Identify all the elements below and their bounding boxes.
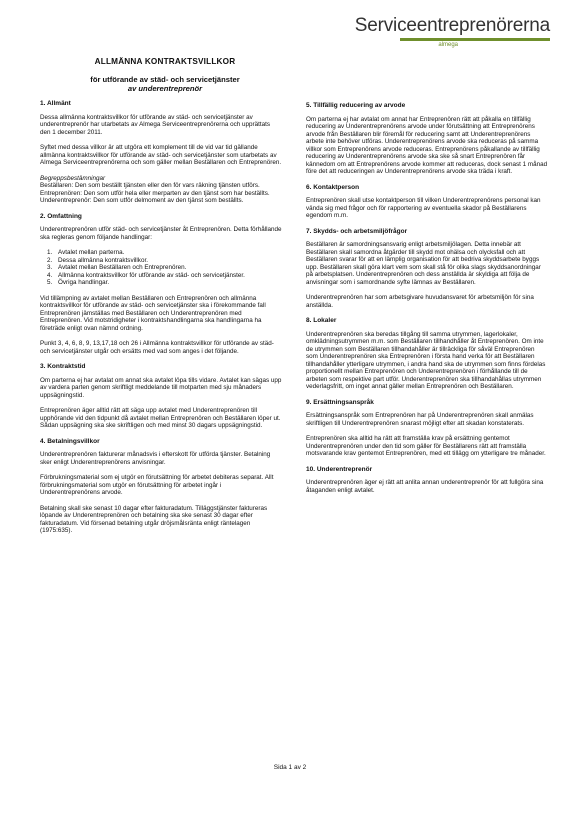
section-heading: 1. Allmänt [40,100,71,107]
document-subtitle: för utförande av städ- och servicetjänster [90,75,240,84]
company-logo [355,16,550,48]
document-list [40,249,282,287]
section-heading: 5. Tillfällig reducering av arvode [306,102,406,109]
section-omfattning [40,213,282,356]
section-arbetsmiljo [306,228,548,310]
section-ersattningsansprak [306,399,548,458]
document-titles [40,57,290,93]
paragraph: Punkt 3, 4, 6, 8, 9, 13,17,18 och 26 i Allmänna kontraktsvillkor för utförande av städ- och servicetjänster utgår och ersätts med vad som anges i det följande. [40,340,274,355]
section-reducering [306,102,548,176]
spacer [40,205,282,213]
list-item: 5. Övriga handlingar. [54,279,282,287]
section-heading: 2. Omfattning [40,212,82,220]
paragraph: Underentreprenören utför städ- och servicetjänster åt Entreprenören. Detta förhållande ska regleras genom följande handlingar: [40,226,282,241]
list-item: 4. Allmänna kontraktsvillkor för utförande av städ- och servicetjänster. [54,272,282,280]
list-item: 1. Avtalet mellan parterna. [54,249,282,257]
definition: Underentreprenör: Den som utför delmoment av den tjänst som beställts. [40,197,244,204]
logo-bar [400,38,550,41]
section-heading: 9. Ersättningsanspråk [306,398,374,406]
definitions-heading: Begreppsbestämningar [40,174,106,182]
paragraph: Ersättningsanspråk som Entreprenören har på Underentreprenören skall anmälas skriftligen till Underentreprenören snarast möjligt efter att skadan konstaterats. [306,412,534,427]
paragraph: Om parterna ej har avtalat om annat har Entreprenören rätt att påkalla en tillfällig reducering av Underentreprenörens arvode under förutsättning att Entreprenörens arvode från Beställaren blir föremål för reducering samt att Underentreprenörens arbete inte behöver utföras. Underentreprenörens arvode ska reduceras på samma villkor som Entreprenörens arvode reduceras. Entreprenörens påkallande av tillfällig reducering av Underentreprenörens arvode ska ske så snart Entreprenören får kännedom om att Entreprenörens arvode kommer att reduceras, dock senast 1 månad före det att reduceringen av Underentreprenörens arvode ska träda i kraft. [306,115,548,175]
section-heading: 8. Lokaler [306,317,337,324]
paragraph: Beställaren är samordningsansvarig enligt arbetsmiljölagen. Detta innebär att Beställaren skall samordna åtgärder till skydd mot ohälsa och olycksfall och att Beställaren svarar för att en lämplig organisation för att bedriva skyddsarbete byggs upp. Beställaren skall göra klart vem som skall stå för olika slags skyddsanordningar på arbetsplatsen. Underentreprenören och dess anställda är skyldiga att följa de anvisningar som i samordnande syfte lämnas av Beställaren. [306,241,541,286]
paragraph: Underentreprenören äger ej rätt att anlita annan underentreprenör för att fullgöra sina åtaganden enligt avtalet. [306,479,544,494]
logo-name: Serviceentreprenörerna [354,15,550,36]
definition: Entreprenören: Den som utför hela eller merparten av den tjänst som har beställts. [40,189,270,197]
section-heading: 10. Underentreprenör [306,465,373,473]
section-heading: 6. Kontaktperson [306,183,360,191]
section-betalningsvillkor [40,438,282,535]
section-heading: 4. Betalningsvillkor [40,437,100,445]
left-column [40,100,282,543]
logo-sub: almega [438,42,458,48]
paragraph: Underentreprenören har som arbetsgivare huvudansvaret för arbetsmiljön för sina anställda. [306,294,534,309]
paragraph: Syftet med dessa villkor är att utgöra ett komplement till de vid var tid gällande allmänna kontraktsvillkor för utförande av städ- och servicetjänster som utarbetats av Almega Serviceentreprenörerna och som gäller mellan Beställaren och Entreprenören. [40,144,282,166]
paragraph: Entreprenören ska alltid ha rätt att framställa krav på ersättning gentemot Underentreprenören under den tid som gäller för Beställarens rätt att framställa motsvarande krav gentemot Entreprenören, med ett tillägg om ytterligare tre månader. [306,435,546,457]
section-heading: 7. Skydds- och arbetsmiljöfrågor [306,227,408,235]
document-subtitle-2: av underentreprenör [127,84,203,93]
section-heading: 3. Kontraktstid [40,363,86,370]
page-number: Sida 1 av 2 [273,764,307,771]
section-kontraktstid [40,363,282,430]
paragraph: Entreprenören skall utse kontaktperson till vilken Underentreprenörens personal kan vända sig med frågor och för rapportering av eventuella skador på Beställarens egendom m.m. [306,197,541,219]
section-allmant [40,100,282,213]
section-underentreprenor [306,466,548,495]
paragraph: Betalning skall ske senast 10 dagar efter fakturadatum. Tilläggstjänster faktureras löpande av Underentreprenören och betalning ska ske senast 30 dagar efter fakturadatum. Vid försenad betalning utgår dröjsmålsränta enligt räntelagen (1975:635). [40,504,268,534]
paragraph: Om parterna ej har avtalat om annat ska avtalet löpa tills vidare. Avtalet kan sägas upp av vardera parten genom skriftligt meddelande till motparten med sju månaders uppsägningstid. [40,376,282,399]
paragraph: Entreprenören äger alltid rätt att säga upp avtalet med Underentreprenören till upphörande vid den tidpunkt då avtalet mellan Entreprenören och Beställaren löper ut. Sådan uppsägning ska ske skriftligen och med minst 30 dagars uppsägningstid. [40,407,281,429]
definition: Beställaren: Den som beställt tjänsten eller den för vars räkning tjänsten utförs. [40,182,260,189]
right-column [306,102,548,502]
paragraph: Förbrukningsmaterial som ej utgör en förutsättning för arbetet debiteras separat. Allt förbrukningsmaterial som utgör en förutsättning för arbetet ingår i Underentreprenörens arvode. [40,474,274,496]
paragraph: Vid tillämpning av avtalet mellan Beställaren och Entreprenören och allmänna kontraktsvillkor för utförande av städ- och servicetjänster ska i förekommande fall Entreprenören jämställas med Beställaren och Underentreprenören med Entreprenören. Vid motstridigheter i kontraktshandlingarna ska handlingarna ha företräde enligt ovan nämnd ordning. [40,294,266,332]
paragraph: Dessa allmänna kontraktsvillkor för utförande av städ- och servicetjänster av underentreprenör har utarbetats av Almega Serviceentreprenörerna och upprättats den 1 december 2011. [40,113,270,136]
list-item: 2. Dessa allmänna kontraktsvillkor. [54,257,282,265]
paragraph: Underentreprenören ska beredas tillgång till samma utrymmen, lagerlokaler, omklädningsutrymmen m.m. som Beställaren tillhandhåller åt Entreprenören. Om inte de utrymmen som Beställaren tillhandahåller är tillräckliga för såväl Entreprenören som Underentreprenören ska Entreprenören i första hand verka för att Beställaren tillhandahåller ytterligare utrymmen, i andra hand ska de utrymmen som finns fördelas proportionellt mellan Entreprenören och Underentreprenören i förhållande till de arbeten som respektive part utför. Underentreprenören ska tillhandahållas utrymmen vederlagsfritt, om inget annat gäller mellan Entreprenören och Beställaren. [306,330,546,390]
section-kontaktperson [306,184,548,220]
paragraph: Underentreprenören fakturerar månadsvis i efterskott för utförda tjänster. Betalning sker enligt Underentreprenörens anvisningar. [40,451,271,466]
document-title: ALLMÄNNA KONTRAKTSVILLKOR [94,57,236,66]
list-item: 3. Avtalet mellan Beställaren och Entreprenören. [54,264,282,272]
section-lokaler [306,317,548,391]
